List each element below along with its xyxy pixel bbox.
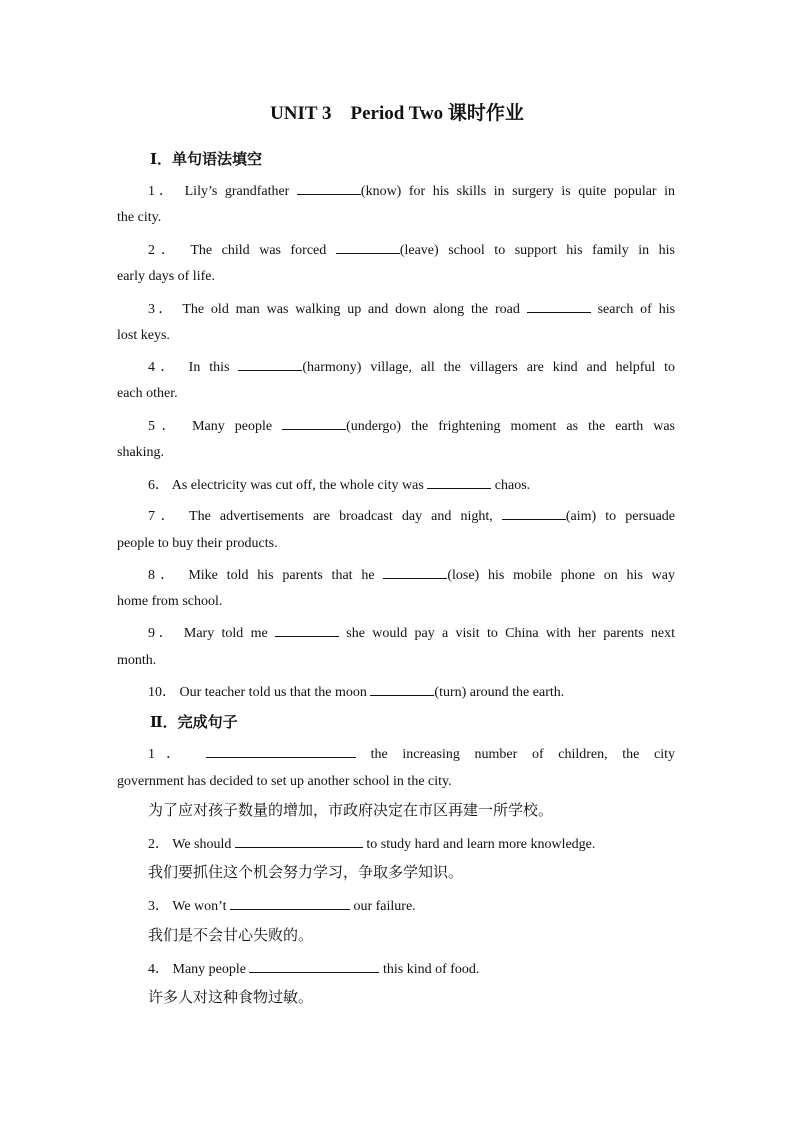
answer-blank[interactable]	[230, 895, 350, 910]
question-text: (undergo) the frightening moment as the earth was	[346, 419, 675, 434]
question-text: the increasing number of children, the city	[370, 747, 676, 762]
question-text: In this	[188, 360, 230, 375]
question-line	[148, 415, 675, 436]
question-continuation: each other.	[117, 386, 178, 401]
question-line	[148, 958, 479, 979]
question-number: 3．	[148, 899, 169, 914]
question-line	[148, 895, 416, 916]
question-text: We should	[172, 837, 232, 852]
question-line	[148, 564, 675, 585]
question-text: We won’t	[172, 899, 227, 914]
question-text: Lily’s grandfather	[184, 184, 290, 199]
answer-blank[interactable]	[235, 833, 363, 848]
question-text: she would pay a visit to China with her parents next	[346, 626, 676, 641]
answer-blank[interactable]	[370, 681, 434, 696]
answer-blank[interactable]	[336, 239, 400, 254]
chinese-translation: 许多人对这种食物过敏。	[148, 988, 314, 1006]
question-number: 1．	[148, 747, 192, 762]
answer-blank[interactable]	[502, 505, 566, 520]
question-text: Mary told me	[183, 626, 268, 641]
answer-blank[interactable]	[275, 622, 339, 637]
question-text: (know) for his skills in surgery is quite popular in	[360, 184, 676, 199]
question-continuation: home from school.	[117, 594, 223, 609]
question-line	[148, 180, 675, 201]
question-line	[148, 681, 564, 702]
question-line	[148, 298, 675, 319]
question-text: Our teacher told us that the moon	[179, 685, 367, 700]
question-text: The advertisements are broadcast day and night,	[189, 509, 493, 524]
answer-blank[interactable]	[206, 743, 356, 758]
question-number: 9．	[148, 626, 177, 641]
page-title: UNIT 3 Period Two 课时作业	[270, 103, 524, 124]
question-number: 2．	[148, 243, 182, 258]
answer-blank[interactable]	[427, 474, 491, 489]
question-number: 2．	[148, 837, 169, 852]
question-line	[148, 622, 675, 643]
question-text: (aim) to persuade	[565, 509, 676, 524]
section-heading-grammar: Ⅰ．单句语法填空	[150, 152, 263, 168]
question-continuation: the city.	[117, 210, 162, 225]
question-text: our failure.	[353, 899, 416, 914]
answer-blank[interactable]	[249, 958, 379, 973]
question-text: Many people	[172, 962, 246, 977]
question-text: As electricity was cut off, the whole city was	[171, 478, 424, 493]
chinese-translation: 我们是不会甘心失败的。	[148, 926, 314, 944]
question-text: this kind of food.	[382, 962, 480, 977]
answer-blank[interactable]	[238, 356, 302, 371]
question-continuation: month.	[117, 653, 157, 668]
question-continuation: early days of life.	[117, 269, 215, 284]
section-heading-sentences: Ⅱ．完成句子	[150, 715, 238, 731]
question-number: 3．	[148, 302, 176, 317]
question-number: 8．	[148, 568, 180, 583]
question-line	[148, 833, 595, 854]
answer-blank[interactable]	[282, 415, 346, 430]
answer-blank[interactable]	[297, 180, 361, 195]
question-number: 4．	[148, 962, 169, 977]
question-line	[148, 239, 675, 260]
question-text: chaos.	[494, 478, 531, 493]
question-number: 4．	[148, 360, 180, 375]
question-continuation: lost keys.	[117, 328, 170, 343]
answer-blank[interactable]	[527, 298, 591, 313]
question-text: (lose) his mobile phone on his way	[447, 568, 675, 583]
question-continuation: people to buy their products.	[117, 536, 278, 551]
question-text: search of his	[597, 302, 676, 317]
question-continuation: shaking.	[117, 445, 165, 460]
answer-blank[interactable]	[383, 564, 447, 579]
question-line	[148, 505, 675, 526]
question-continuation: government has decided to set up another school in the city.	[117, 774, 452, 789]
question-text: (harmony) village, all the villagers are kind and helpful to	[302, 360, 676, 375]
question-text: The old man was walking up and down along the road	[182, 302, 520, 317]
chinese-translation: 我们要抓住这个机会努力学习，争取多学知识。	[148, 863, 464, 881]
question-line	[148, 743, 675, 764]
question-text: Many people	[192, 419, 273, 434]
question-number: 7．	[148, 509, 181, 524]
question-number: 1．	[148, 184, 178, 199]
question-line	[148, 474, 530, 495]
question-text: (turn) around the earth.	[434, 685, 565, 700]
question-number: 6．	[148, 478, 169, 493]
question-number: 5．	[148, 419, 183, 434]
question-text: to study hard and learn more knowledge.	[366, 837, 596, 852]
question-text: (leave) school to support his family in his	[399, 243, 676, 258]
question-number: 10．	[148, 685, 176, 700]
question-text: Mike told his parents that he	[188, 568, 375, 583]
chinese-translation: 为了应对孩子数量的增加，市政府决定在市区再建一所学校。	[148, 801, 554, 819]
question-line	[148, 356, 675, 377]
question-text: The child was forced	[190, 243, 327, 258]
